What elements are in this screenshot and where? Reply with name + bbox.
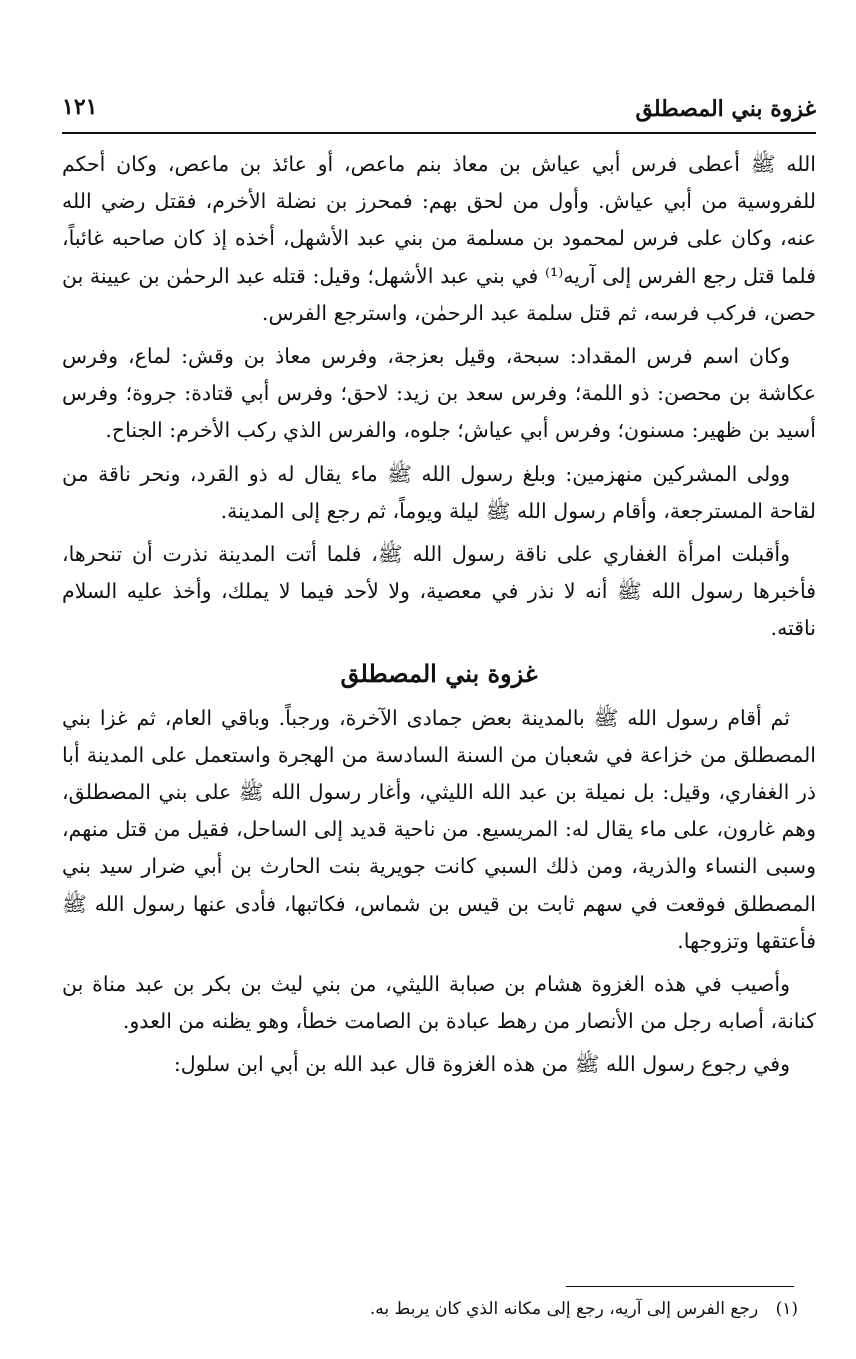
paragraph: الله ﷺ أعطى فرس أبي عياش بن معاذ بنم ماعص، أو عائذ بن ماعص، وكان أحكم للفروسية من أبي عياش. وأول من لحق بهم: فمحرز بن نضلة الأخرم، فقتل رضي الله عنه، وكان على فرس لمحمود بن مسلمة من بني عبد الأشهل، أخذه إذ كان صاحبه غائباً، فلما قتل رجع الفرس إلى آريه⁽¹⁾ في بني عبد الأشهل؛ وقيل: قتله عبد الرحمٰن بن عيينة بن حصن، فركب فرسه، ثم قتل سلمة عبد الرحمٰن، واسترجع الفرس.: [62, 152, 816, 325]
paragraph: وولى المشركين منهزمين: وبلغ رسول الله ﷺ ماء يقال له ذو القرد، ونحر ناقة من لقاحة المسترجعة، وأقام رسول الله ﷺ ليلة ويوماً، ثم رجع إلى المدينة.: [62, 461, 816, 523]
paragraph: وأقبلت امرأة الغفاري على ناقة رسول الله ﷺ، فلما أتت المدينة نذرت أن تنحرها، فأخبرها رسول الله ﷺ أنه لا نذر في معصية، ولا لأحد فيما لا يملك، وأخذ عليه السلام ناقته.: [62, 542, 816, 641]
paragraph: وكان اسم فرس المقداد: سبحة، وقيل بعزجة، وفرس معاذ بن وقش: لماع، وفرس عكاشة بن محصن: ذو اللمة؛ وفرس سعد بن زيد: لاحق؛ وفرس أبي قتادة: جروة؛ وفرس أسيد بن ظهير: مسنون؛ وفرس أبي عياش؛ جلوه، والفرس الذي ركب الأخرم: الجناح.: [62, 344, 816, 443]
footnote: [62, 1296, 798, 1322]
body-text: [62, 146, 816, 1090]
page-number: ١٢١: [62, 94, 98, 120]
footnote-number: (١): [775, 1299, 798, 1319]
footnote-rule: [566, 1286, 794, 1287]
running-header: [62, 92, 816, 126]
footnote-text: رجع الفرس إلى آريه، رجع إلى مكانه الذي كان يربط به.: [369, 1299, 759, 1319]
paragraph: وفي رجوع رسول الله ﷺ من هذه الغزوة قال عبد الله بن أبي ابن سلول:: [173, 1052, 790, 1077]
running-title: غزوة بني المصطلق: [635, 96, 816, 122]
header-rule: [62, 132, 816, 134]
section-heading: غزوة بني المصطلق: [340, 658, 538, 688]
paragraph: ثم أقام رسول الله ﷺ بالمدينة بعض جمادى الآخرة، ورجباً. وباقي العام، ثم غزا بني المصطلق من خزاعة في شعبان من السنة السادسة من الهجرة واستعمل على المدينة أبا ذر الغفاري، وقيل: بل نميلة بن عبد الله الليثي، وأغار رسول الله ﷺ على بني المصطلق، وهم غارون، على ماء يقال له: المريسيع. من ناحية قديد إلى الساحل، فقيل من قتل منهم، وسبى النساء والذرية، ومن ذلك السبي كانت جويرية بنت الحارث بن أبي ضرار سيد بني المصطلق فوقعت في سهم ثابت بن قيس بن شماس، فكاتبها، فأدى عنها رسول الله ﷺ فأعتقها وتزوجها.: [62, 705, 816, 953]
paragraph: وأصيب في هذه الغزوة هشام بن صبابة الليثي، من بني ليث بن بكر بن عبد مناة بن كنانة، أصابه رجل من الأنصار من رهط عبادة بن الصامت خطأ، وهو يظنه من العدو.: [62, 972, 816, 1034]
